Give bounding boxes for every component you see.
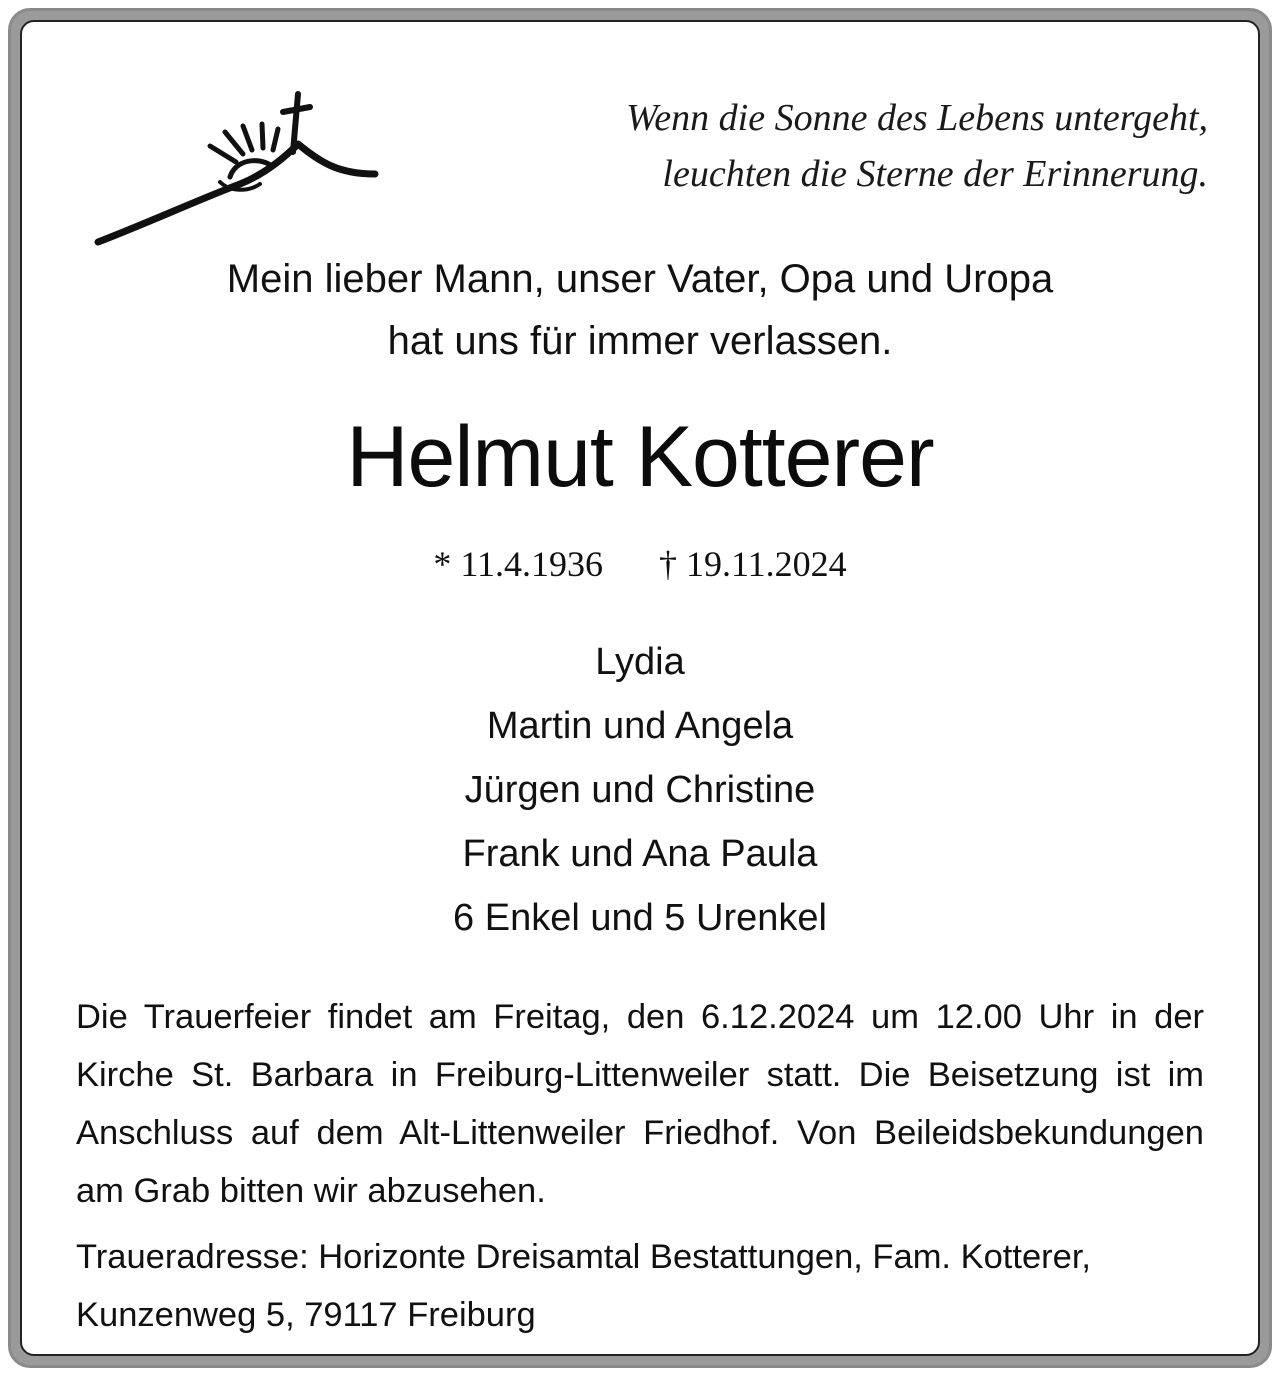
sun-mountain-cross-icon (80, 74, 380, 264)
motto-line-1: Wenn die Sonne des Lebens untergeht, (626, 97, 1208, 139)
life-dates (22, 540, 1258, 588)
mourner-item: Martin und Angela (486, 705, 794, 747)
intro-line-2: hat uns für immer verlassen. (387, 319, 893, 363)
motto-quote (626, 90, 1208, 202)
mourner-item: Frank und Ana Paula (462, 833, 818, 875)
intro-text (22, 248, 1258, 372)
mourner-item: Lydia (595, 641, 685, 683)
mourner-item: 6 Enkel und 5 Urenkel (453, 897, 827, 939)
mourners-list (22, 630, 1258, 950)
mourning-address (76, 1228, 1204, 1344)
mourner-item: Jürgen und Christine (464, 769, 816, 811)
deceased-name: Helmut Kotterer (346, 409, 934, 505)
obituary-notice (20, 20, 1260, 1356)
intro-line-1: Mein lieber Mann, unser Vater, Opa und Uropa (226, 257, 1054, 301)
address-line-2: Kunzenweg 5, 79117 Freiburg (76, 1296, 536, 1334)
funeral-service-info: Die Trauerfeier findet am Freitag, den 6.12.2024 um 12.00 Uhr in der Kirche St. Barbara in Freiburg-Littenweiler statt. Die Beisetzung ist im Anschluss auf dem Alt-Littenweiler Friedhof. Von Beileidsbekundungen am Grab bitten wir abzusehen. (76, 998, 1204, 1210)
birth-date: * 11.4.1936 (433, 544, 603, 584)
address-line-1: Traueradresse: Horizonte Dreisamtal Bestattungen, Fam. Kotterer, (76, 1238, 1092, 1276)
death-date: † 19.11.2024 (659, 544, 847, 584)
motto-line-2: leuchten die Sterne der Erinnerung. (662, 153, 1208, 195)
